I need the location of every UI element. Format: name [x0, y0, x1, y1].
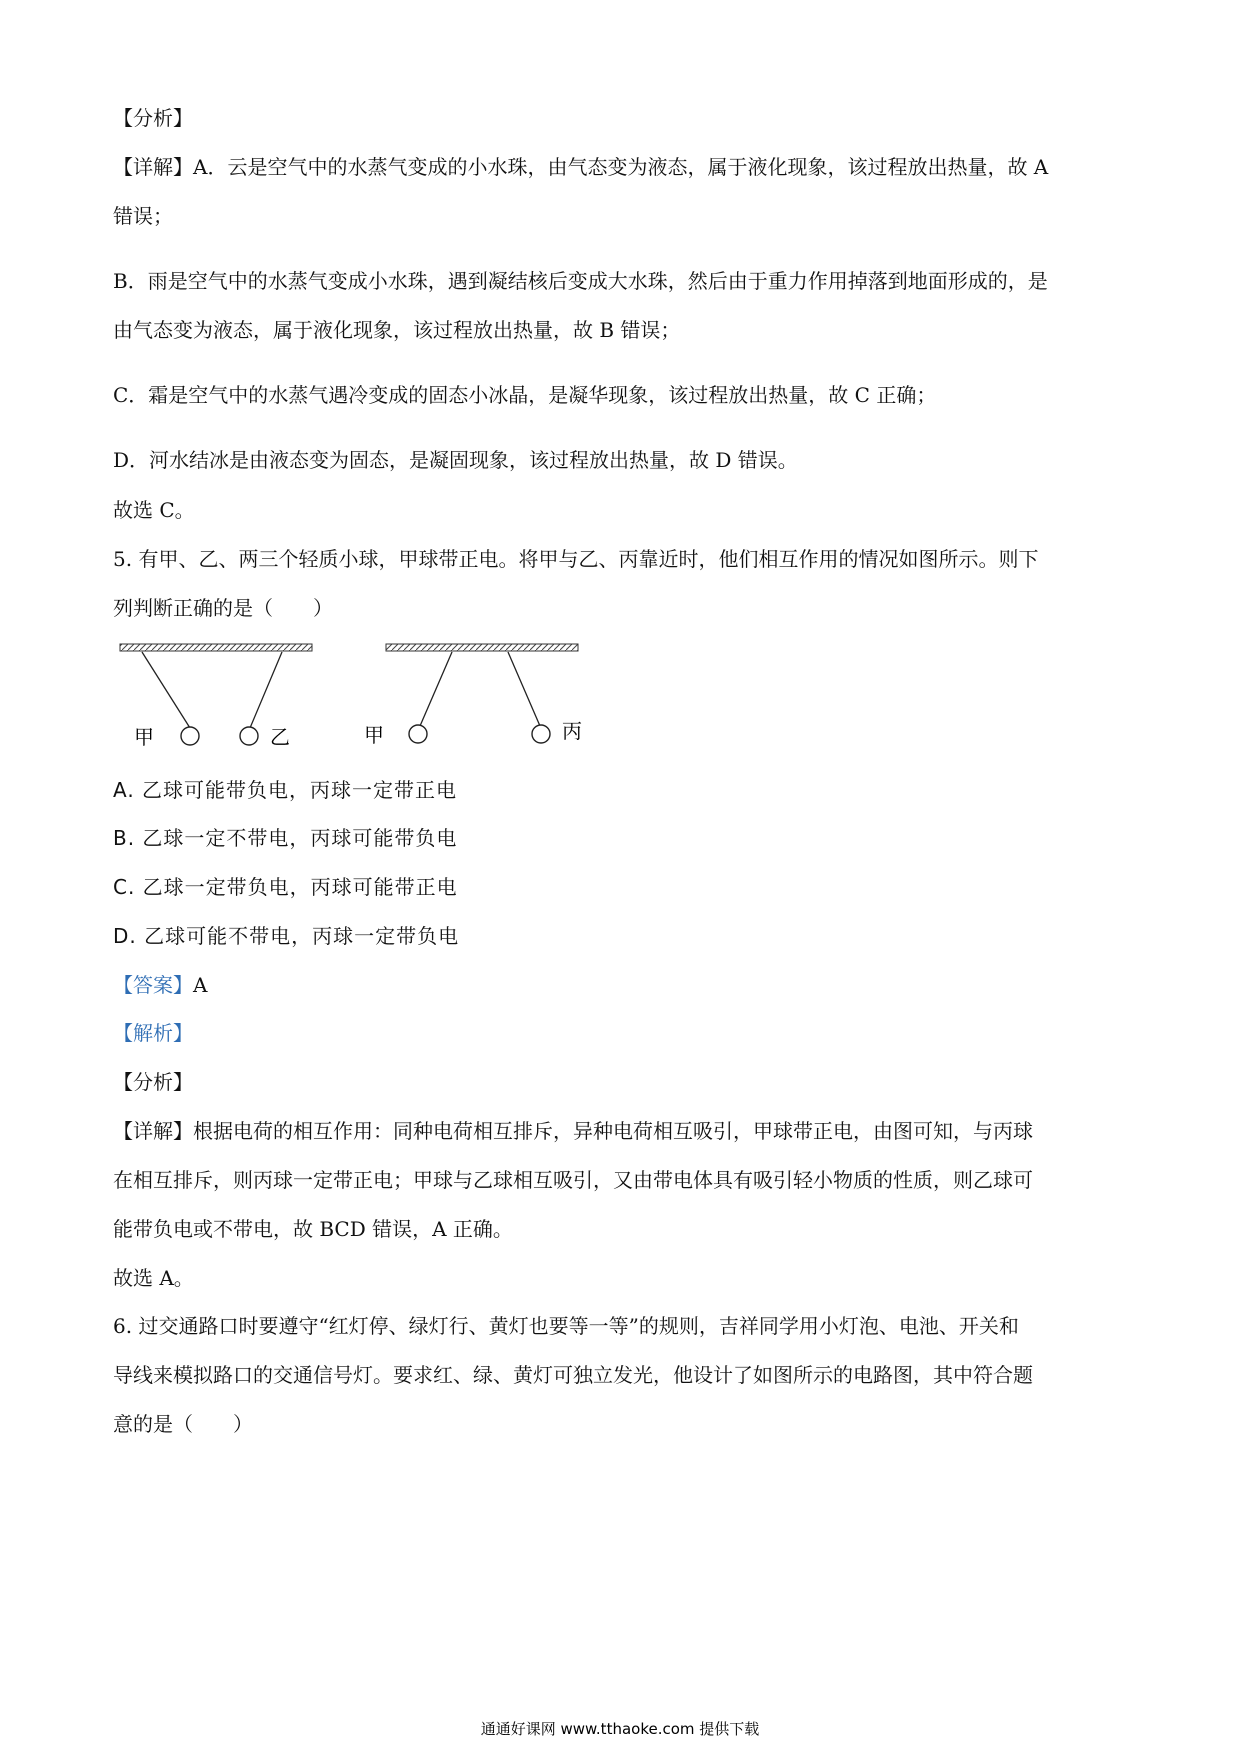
- ball-jia-right: [409, 725, 427, 743]
- detail-text: D．河水结冰是由液态变为固态，是凝固现象，该过程放出热量，故 D 错误。: [113, 448, 798, 472]
- string-jia-left: [142, 652, 190, 728]
- question-6-text: 导线来模拟路口的交通信号灯。要求红、绿、黄灯可独立发光，他设计了如图所示的电路图，其中符合题: [113, 1363, 1033, 1387]
- question-6-text: 意的是（ ）: [113, 1412, 253, 1436]
- detail-text: 【详解】A．云是空气中的水蒸气变成的小水珠，由气态变为液态，属于液化现象，该过程放出热量，故 A: [113, 155, 1049, 179]
- analysis-heading-2: 【分析】: [113, 1070, 193, 1094]
- ball-bing: [532, 725, 550, 743]
- option-a: A. 乙球可能带负电，丙球一定带正电: [113, 778, 458, 802]
- detail-2-text: 能带负电或不带电，故 BCD 错误，A 正确。: [113, 1217, 513, 1241]
- answer-line: [113, 971, 1133, 999]
- string-jia-right: [420, 652, 452, 726]
- detail-2-text: 【详解】根据电荷的相互作用：同种电荷相互排斥，异种电荷相互吸引，甲球带正电，由图可知，与丙球: [113, 1119, 1033, 1143]
- label-bing: 丙: [562, 719, 582, 743]
- question-5-text: 5. 有甲、乙、两三个轻质小球，甲球带正电。将甲与乙、丙靠近时，他们相互作用的情况如图所示。则下: [113, 547, 1039, 571]
- answer-label: 【答案】: [113, 973, 193, 997]
- label-yi: 乙: [270, 725, 290, 749]
- option-b: B. 乙球一定不带电，丙球可能带负电: [113, 826, 458, 850]
- label-jia-left: 甲: [134, 725, 154, 749]
- conclusion-2-text: 故选 A。: [113, 1266, 194, 1290]
- ball-jia-left: [181, 727, 199, 745]
- charged-balls-figure: [110, 632, 590, 762]
- detail-text: B．雨是空气中的水蒸气变成小水珠，遇到凝结核后变成大水珠，然后由于重力作用掉落到地面形成的，是: [113, 269, 1048, 293]
- footer-source: 通通好课网 www.tthaoke.com 提供下载: [480, 1720, 760, 1738]
- detail-text: C．霜是空气中的水蒸气遇冷变成的固态小冰晶，是凝华现象，该过程放出热量，故 C 正确；: [113, 383, 937, 407]
- detail-text: 由气态变为液态，属于液化现象，该过程放出热量，故 B 错误；: [113, 318, 681, 342]
- conclusion-text: 故选 C。: [113, 498, 195, 522]
- analysis-heading: 【分析】: [113, 106, 193, 130]
- string-bing: [508, 652, 540, 726]
- ceiling-right: [386, 644, 578, 651]
- question-5-text: 列判断正确的是（ ）: [113, 596, 333, 620]
- ceiling-left: [120, 644, 312, 651]
- answer-value: A: [193, 973, 208, 997]
- option-c: C. 乙球一定带负电，丙球可能带正电: [113, 875, 458, 899]
- detail-2-text: 在相互排斥，则丙球一定带正电；甲球与乙球相互吸引，又由带电体具有吸引轻小物质的性质，则乙球可: [113, 1168, 1033, 1192]
- detail-text: 错误；: [113, 204, 173, 228]
- option-d: D. 乙球可能不带电，丙球一定带负电: [113, 924, 460, 948]
- string-yi: [250, 652, 282, 728]
- jiexi-label: 【解析】: [113, 1021, 193, 1045]
- ball-yi: [240, 727, 258, 745]
- question-6-text: 6. 过交通路口时要遵守“红灯停、绿灯行、黄灯也要等一等”的规则，吉祥同学用小灯泡、电池、开关和: [113, 1314, 1019, 1338]
- label-jia-right: 甲: [364, 723, 384, 747]
